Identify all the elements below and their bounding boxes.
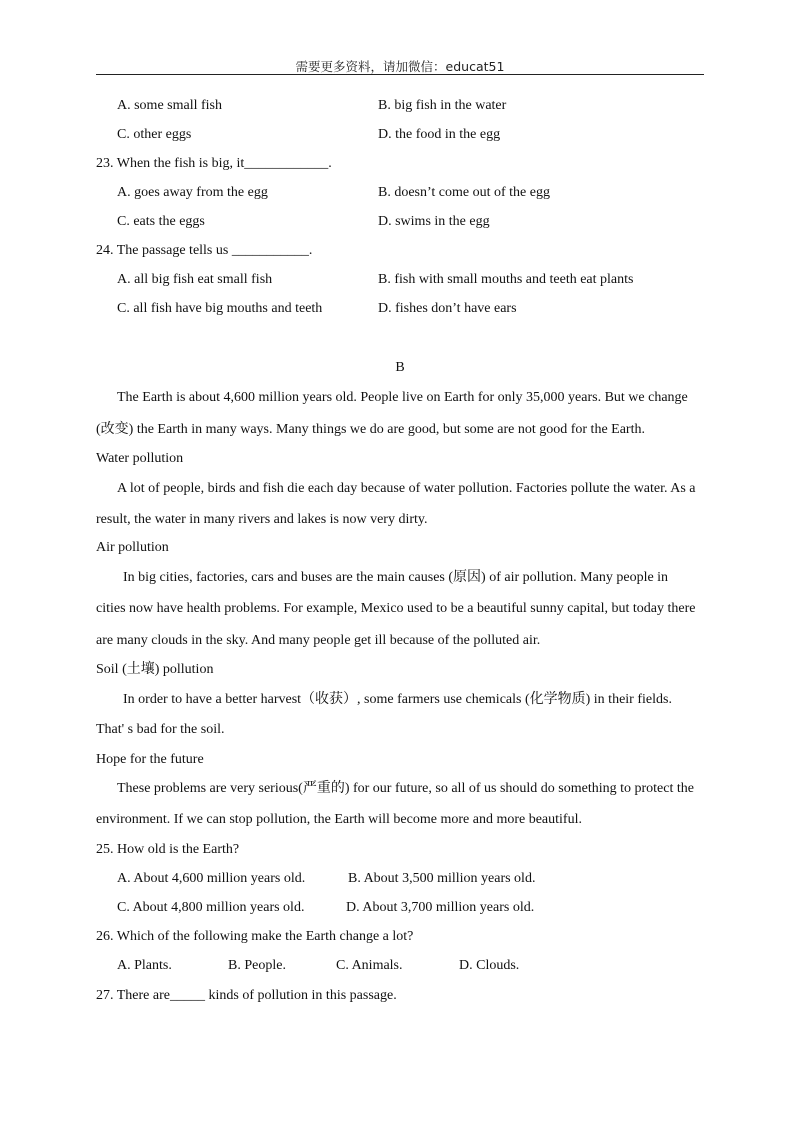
air-pollution-heading: Air pollution xyxy=(96,540,169,555)
q25-option-c: C. About 4,800 million years old. xyxy=(117,900,305,915)
soil-text-2: That' s bad for the soil. xyxy=(96,722,225,737)
water-text-2: result, the water in many rivers and lakes is now very dirty. xyxy=(96,512,428,527)
q26-option-a: A. Plants. xyxy=(117,958,172,973)
q23-stem: 23. When the fish is big, it____________. xyxy=(96,156,332,171)
q26-option-d: D. Clouds. xyxy=(459,958,520,973)
q25-stem: 25. How old is the Earth? xyxy=(96,842,240,857)
hope-text-2: environment. If we can stop pollution, the Earth will become more and more beautiful. xyxy=(96,812,582,827)
q22-option-a: A. some small fish xyxy=(117,98,222,113)
air-text-2: cities now have health problems. For example, Mexico used to be a beautiful sunny capital, but today there xyxy=(96,601,696,616)
q25-option-b: B. About 3,500 million years old. xyxy=(348,871,536,886)
q22-option-b: B. big fish in the water xyxy=(378,98,507,113)
hope-text-1: These problems are very serious(严重的) for our future, so all of us should do something to protect the xyxy=(117,781,694,796)
air-text-1: In big cities, factories, cars and buses are the main causes (原因) of air pollution. Many people in xyxy=(123,570,669,585)
header-rule xyxy=(96,74,704,75)
soil-pollution-heading: Soil (土壤) pollution xyxy=(96,662,214,677)
water-text-1: A lot of people, birds and fish die each day because of water pollution. Factories pollute the water. As a xyxy=(117,481,696,496)
page-header: 需要更多资料，请加微信：educat51 xyxy=(295,59,505,74)
hope-heading: Hope for the future xyxy=(96,752,204,767)
water-pollution-heading: Water pollution xyxy=(96,451,184,466)
q24-stem: 24. The passage tells us ___________. xyxy=(96,243,313,258)
q25-option-a: A. About 4,600 million years old. xyxy=(117,871,306,886)
q23-option-a: A. goes away from the egg xyxy=(117,185,268,200)
q25-option-d: D. About 3,700 million years old. xyxy=(346,900,535,915)
intro-text-2: (改变) the Earth in many ways. Many things we do are good, but some are not good for the Earth. xyxy=(96,422,645,437)
q26-stem: 26. Which of the following make the Earth change a lot? xyxy=(96,929,414,944)
q26-option-c: C. Animals. xyxy=(336,958,403,973)
q23-option-c: C. eats the eggs xyxy=(117,214,205,229)
q27-stem: 27. There are_____ kinds of pollution in this passage. xyxy=(96,988,397,1003)
q22-option-d: D. the food in the egg xyxy=(378,127,501,142)
q24-option-b: B. fish with small mouths and teeth eat plants xyxy=(378,272,634,287)
q22-option-c: C. other eggs xyxy=(117,127,192,142)
soil-text-1: In order to have a better harvest（收获）, some farmers use chemicals (化学物质) in their fields. xyxy=(123,692,672,707)
q23-option-d: D. swims in the egg xyxy=(378,214,490,229)
air-text-3: are many clouds in the sky. And many people get ill because of the polluted air. xyxy=(96,633,541,648)
section-b-label: B xyxy=(395,360,405,375)
q24-option-d: D. fishes don’t have ears xyxy=(378,301,517,316)
q24-option-a: A. all big fish eat small fish xyxy=(117,272,273,287)
intro-text-1: The Earth is about 4,600 million years old. People live on Earth for only 35,000 years. But we change xyxy=(117,390,688,405)
q24-option-c: C. all fish have big mouths and teeth xyxy=(117,301,323,316)
q26-option-b: B. People. xyxy=(228,958,286,973)
q23-option-b: B. doesn’t come out of the egg xyxy=(378,185,550,200)
